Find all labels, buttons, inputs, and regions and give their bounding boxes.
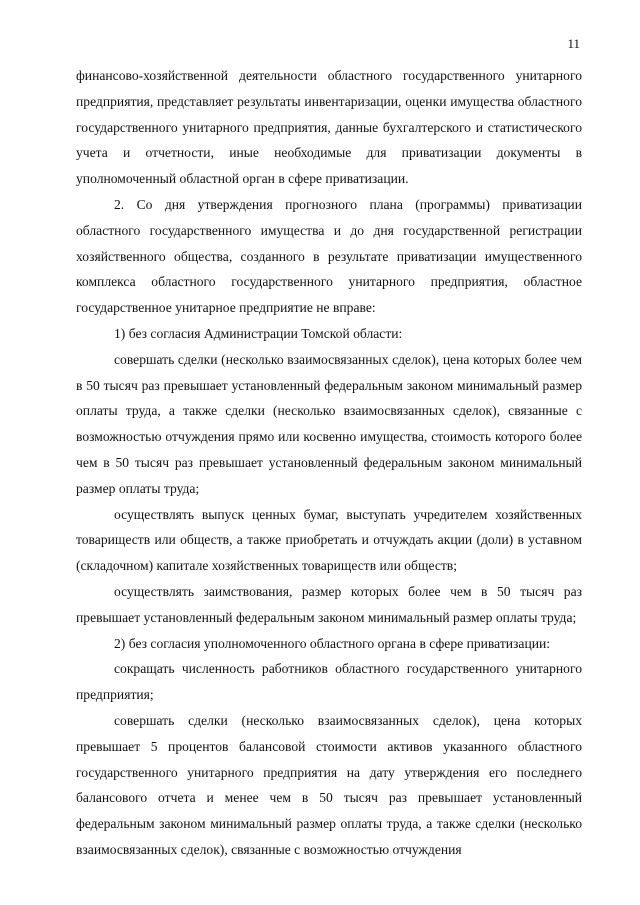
page-number: 11 <box>567 36 580 51</box>
paragraph-subclause-1: 1) без согласия Администрации Томской области: <box>114 325 403 341</box>
paragraph-borrowings: осуществлять заимствования, размер которых более чем в 50 тысяч раз превышает установленный федеральным законом минимальный размер оплаты труда; <box>76 583 582 625</box>
paragraph-transactions: совершать сделки (несколько взаимосвязанных сделок), цена которых более чем в 50 тысяч раз превышает установленный федеральным законом минимальный размер оплаты труда, а также сделки (несколько взаимосвязанных сделок), связанные с возможностью отчуждения прямо или косвенно имущества, стоимость которого более чем в 50 тысяч раз превышает установленный федеральным законом минимальный размер оплаты труда; <box>76 351 582 496</box>
paragraph-continuation: финансово-хозяйственной деятельности областного государственного унитарного предприятия, представляет результаты инвентаризации, оценки имущества областного государственного унитарного предприятия, данные бухгалтерского и статистического учета и отчетности, иные необходимые для приватизации документы в уполномоченный областной орган в сфере приватизации. <box>76 68 582 187</box>
paragraph-clause-2: 2. Со дня утверждения прогнозного плана (программы) приватизации областного государственного имущества и до дня государственной регистрации хозяйственного общества, созданного в результате приватизации имущественного комплекса областного государственного унитарного предприятия, областное государственное унитарное предприятие не вправе: <box>76 196 582 316</box>
paragraph-securities: осуществлять выпуск ценных бумаг, выступать учредителем хозяйственных товариществ или обществ, а также приобретать и отчуждать акции (доли) в уставном (складочном) капитале хозяйственных товариществ или обществ; <box>76 506 582 574</box>
paragraph-staff-reduction: сокращать численность работников областного государственного унитарного предприятия; <box>76 661 582 703</box>
paragraph-subclause-2: 2) без согласия уполномоченного областного органа в сфере приватизации: <box>114 635 551 651</box>
document-body <box>76 63 582 863</box>
paragraph-major-transactions: совершать сделки (несколько взаимосвязанных сделок), цена которых превышает 5 процентов балансовой стоимости активов указанного областного государственного унитарного предприятия на дату утверждения его последнего балансового отчета и менее чем в 50 тысяч раз превышает установленный федеральным законом минимальный размер оплаты труда, а также сделки (несколько взаимосвязанных сделок), связанные с возможностью отчуждения <box>76 712 582 857</box>
